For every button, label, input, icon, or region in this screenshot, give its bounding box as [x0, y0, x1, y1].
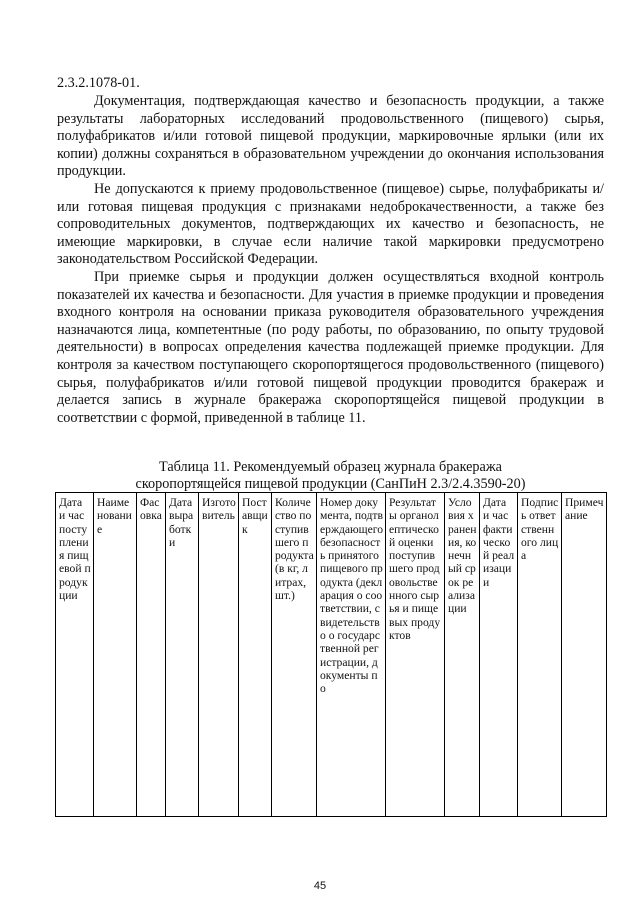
header-cell-quantity: Количество поступившего продукта (в кг, литрах, шт.) — [272, 493, 317, 817]
header-cell-notes: Примечание — [562, 493, 607, 817]
table-caption — [57, 459, 604, 493]
header-cell-actual-sale-date: Дата и час фактической реализации — [480, 493, 518, 817]
table-caption-line2: скоропортящейся пищевой продукции (СанПиН 2.3/2.4.3590-20) — [135, 476, 526, 492]
header-cell-storage-conditions: Условия хранения, конечный срок реализации — [445, 493, 480, 817]
header-cell-organoleptic-result: Результаты органолептической оценки поступившего продовольственного сырья и пищевых продуктов — [386, 493, 445, 817]
table-header-row — [56, 493, 607, 817]
page-number: 45 — [313, 880, 327, 892]
header-cell-manufacturer: Изготовитель — [199, 493, 239, 817]
header-cell-name: Наименование — [94, 493, 137, 817]
paragraph-not-accepted: Не допускаются к приему продовольственное (пищевое) сырье, полуфабрикаты и/или готовая пищевая продукция с признаками недоброкачественности, а также без сопроводительных документов, подтверждающих их качество и безопасность, не имеющие маркировки, в случае если наличие такой маркировки предусмотрено законодательством Российской Федерации. — [57, 180, 604, 268]
body-text — [57, 93, 604, 427]
header-cell-arrival-date: Дата и час поступления пищевой продукции — [56, 493, 94, 817]
paragraph-documentation: Документация, подтверждающая качество и безопасность продукции, а также результаты лабораторных исследований продовольственного (пищевого) сырья, полуфабрикатов и/или готовой пищевой продукции, маркировочные ярлыки (или их копии) должны сохраняться в образовательном учреждении до окончания использования продукции. — [57, 93, 604, 180]
rejection-journal-table — [55, 492, 607, 817]
header-cell-supplier: Поставщик — [239, 493, 272, 817]
paragraph-input-control: При приемке сырья и продукции должен осуществляться входной контроль показателей их качества и безопасности. Для участия в приемке продукции и проведения входного контроля на основании приказа руководителя образовательного учреждения назначаются лица, компетентные (по роду работы, по образованию, по опыту трудовой деятельности) в вопросах определения качества подлежащей приемке продукции. Для контроля за качеством поступающего скоропортящегося продовольственного (пищевого) сырья, полуфабрикатов и/или готовой пищевой продукции проводится бракераж и делается запись в журнале бракеража скоропортящейся пищевой продукции в соответствии с формой, приведенной в таблице 11. — [57, 268, 604, 426]
document-ref-line: 2.3.2.1078-01. — [57, 75, 140, 91]
header-cell-document-number: Номер документа, подтверждающего безопасность принятого пищевого продукта (декларация о соответствии, свидетельство о государственной регистрации, документы по — [317, 493, 386, 817]
header-cell-production-date: Дата выработки — [166, 493, 199, 817]
header-cell-signature: Подпись ответственного лица — [518, 493, 562, 817]
header-cell-packaging: Фасовка — [137, 493, 166, 817]
table-caption-line1: Таблица 11. Рекомендуемый образец журнала бракеража — [159, 459, 502, 475]
